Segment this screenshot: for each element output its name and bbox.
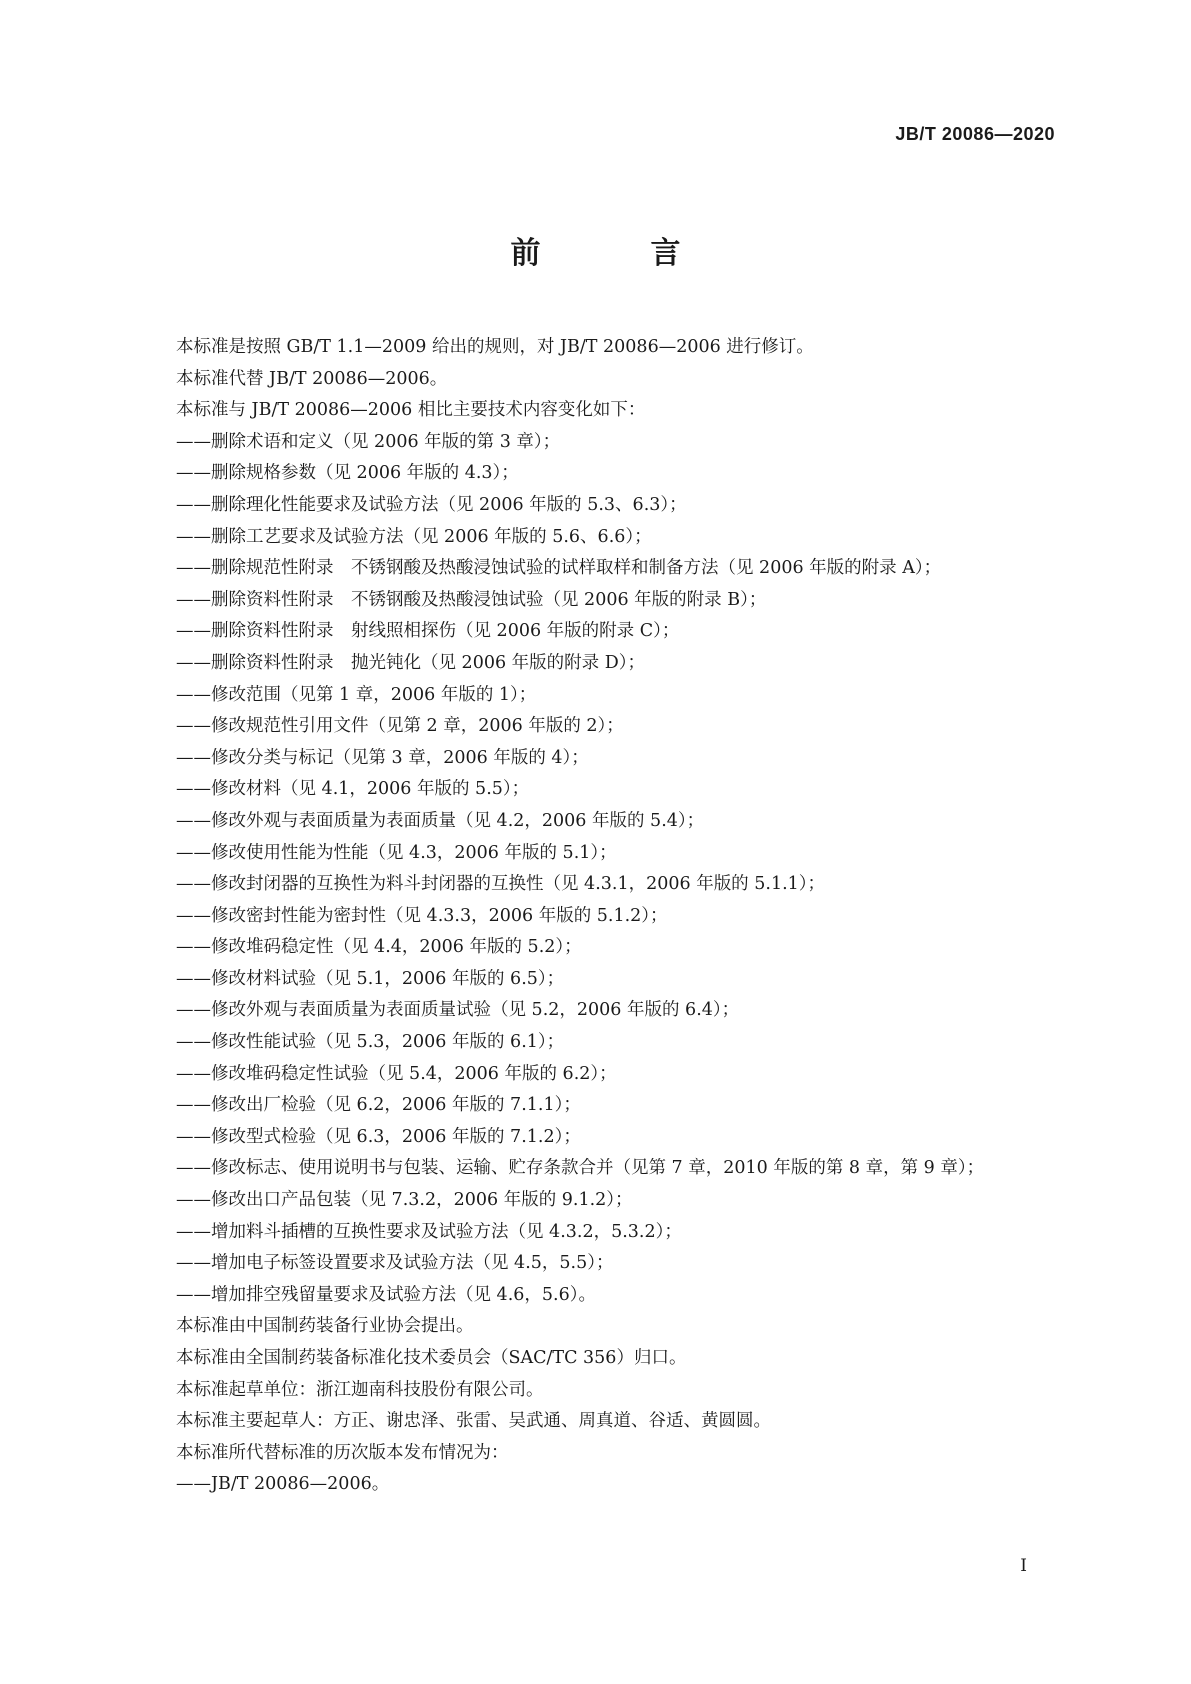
text-line: ——修改堆码稳定性试验（见 5.4，2006 年版的 6.2）； xyxy=(176,1063,617,1084)
text-line: ——修改分类与标记（见第 3 章，2006 年版的 4）； xyxy=(176,747,589,768)
text-line: 本标准由全国制药装备标准化技术委员会（SAC/TC 356）归口。 xyxy=(176,1348,687,1368)
text-line: ——删除资料性附录 不锈钢酸及热酸浸蚀试验（见 2006 年版的附录 B）； xyxy=(176,589,767,610)
text-line: ——增加排空残留量要求及试验方法（见 4.6，5.6）。 xyxy=(176,1284,596,1305)
text-line: ——删除资料性附录 抛光钝化（见 2006 年版的附录 D）； xyxy=(176,652,646,673)
text-line: ——删除术语和定义（见 2006 年版的第 3 章）； xyxy=(176,431,561,452)
text-line: ——删除规范性附录 不锈钢酸及热酸浸蚀试验的试样取样和制备方法（见 2006 年版的附录 A）； xyxy=(176,558,942,579)
text-line: ——JB/T 20086—2006。 xyxy=(176,1474,390,1495)
text-line: ——修改性能试验（见 5.3，2006 年版的 6.1）； xyxy=(176,1032,565,1053)
page-number: I xyxy=(1020,1556,1027,1576)
text-line: ——修改堆码稳定性（见 4.4，2006 年版的 5.2）； xyxy=(176,937,582,958)
text-line: ——修改外观与表面质量为表面质量（见 4.2，2006 年版的 5.4）； xyxy=(176,810,705,831)
text-line: 本标准主要起草人：方正、谢忠泽、张雷、吴武通、周真道、谷适、黄圆圆。 xyxy=(176,1411,771,1432)
text-line: ——删除规格参数（见 2006 年版的 4.3）； xyxy=(176,463,519,484)
text-line: ——增加料斗插槽的互换性要求及试验方法（见 4.3.2，5.3.2）； xyxy=(176,1221,682,1242)
text-line: 本标准起草单位：浙江迦南科技股份有限公司。 xyxy=(176,1379,544,1400)
standard-code: JB/T 20086—2020 xyxy=(895,124,1055,144)
text-line: ——修改出口产品包装（见 7.3.2，2006 年版的 9.1.2）； xyxy=(176,1190,633,1211)
text-line: ——修改材料（见 4.1，2006 年版的 5.5）； xyxy=(176,779,530,800)
text-line: ——修改密封性能为密封性（见 4.3.3，2006 年版的 5.1.2）； xyxy=(176,905,668,926)
text-line: ——修改规范性引用文件（见第 2 章，2006 年版的 2）； xyxy=(176,716,624,737)
text-line: ——修改外观与表面质量为表面质量试验（见 5.2，2006 年版的 6.4）； xyxy=(176,1000,740,1021)
text-line: ——修改材料试验（见 5.1，2006 年版的 6.5）； xyxy=(176,968,565,989)
text-line: 本标准是按照 GB/T 1.1—2009 给出的规则，对 JB/T 20086—2006 进行修订。 xyxy=(176,337,814,357)
text-line: ——修改型式检验（见 6.3，2006 年版的 7.1.2）； xyxy=(176,1126,581,1147)
text-line: ——修改出厂检验（见 6.2，2006 年版的 7.1.1）； xyxy=(176,1095,581,1116)
foreword-body xyxy=(176,332,1076,1501)
text-line: ——修改范围（见第 1 章，2006 年版的 1）； xyxy=(176,684,537,705)
text-line: ——修改标志、使用说明书与包装、运输、贮存条款合并（见第 7 章，2010 年版的第 8 章，第 9 章）； xyxy=(176,1158,985,1179)
text-line: 本标准与 JB/T 20086—2006 相比主要技术内容变化如下： xyxy=(176,400,646,421)
text-line: 本标准代替 JB/T 20086—2006。 xyxy=(176,368,448,389)
text-line: 本标准所代替标准的历次版本发布情况为： xyxy=(176,1442,509,1463)
text-line: 本标准由中国制药装备行业协会提出。 xyxy=(176,1316,474,1337)
text-line: ——删除理化性能要求及试验方法（见 2006 年版的 5.3、6.3）； xyxy=(176,494,687,515)
page-title: 前 言 xyxy=(510,236,721,271)
text-line: ——删除资料性附录 射线照相探伤（见 2006 年版的附录 C）； xyxy=(176,621,680,642)
text-line: ——修改使用性能为性能（见 4.3，2006 年版的 5.1）； xyxy=(176,842,617,863)
text-line: ——修改封闭器的互换性为料斗封闭器的互换性（见 4.3.1，2006 年版的 5.1.1）； xyxy=(176,874,826,895)
text-line: ——增加电子标签设置要求及试验方法（见 4.5，5.5）； xyxy=(176,1253,614,1274)
text-line: ——删除工艺要求及试验方法（见 2006 年版的 5.6、6.6）； xyxy=(176,526,652,547)
